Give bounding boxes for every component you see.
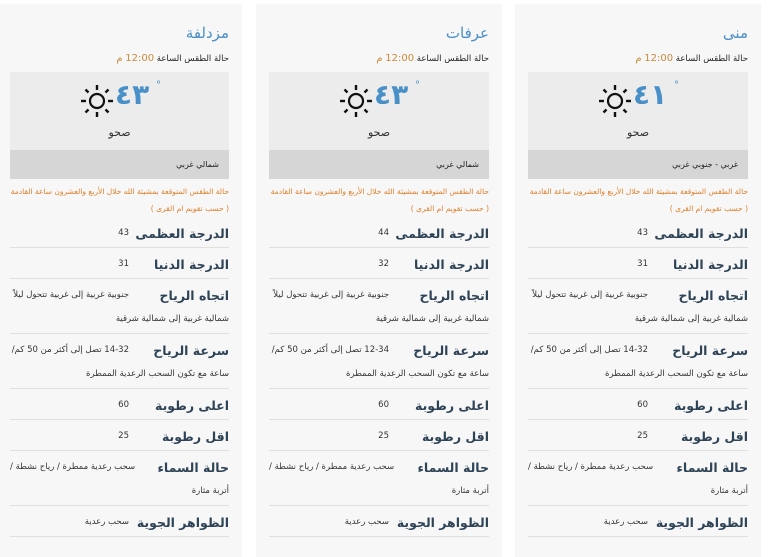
weather-row-wind-speed bbox=[528, 334, 748, 389]
row-label: سرعة الرياح bbox=[413, 342, 489, 358]
current-weather-box bbox=[528, 72, 748, 150]
row-label: حالة السماء bbox=[417, 459, 489, 475]
forecast-note: حالة الطقس المتوقعة بمشيئة الله خلال الأربع والعشرون ساعة القادمة ( حسب تقويم ام القرى ) bbox=[529, 187, 748, 213]
weather-row-sky bbox=[528, 451, 748, 506]
row-label: حالة السماء bbox=[676, 459, 748, 475]
row-label: اعلى رطوبة bbox=[414, 397, 489, 413]
row-value: 12-34 تصل إلى أكثر من 50 كم/ bbox=[271, 345, 389, 355]
weather-row-min-humidity bbox=[10, 420, 229, 451]
row-value-continued: شمالية غربية إلى شمالية شرقية bbox=[634, 314, 748, 324]
weather-row-wind-dir bbox=[528, 279, 748, 334]
weather-row-min-humidity bbox=[528, 420, 748, 451]
row-label: اعلى رطوبة bbox=[673, 397, 748, 413]
row-value: جنوبية غربية إلى غربية تتحول ليلاً bbox=[273, 290, 389, 300]
weather-row-max-temp bbox=[10, 217, 229, 248]
row-label: اتجاه الرياح bbox=[419, 287, 489, 303]
row-value-continued: ساعة مع تكون السحب الرعدية الممطرة bbox=[86, 369, 229, 379]
row-value: 43 bbox=[637, 228, 648, 238]
row-label: سرعة الرياح bbox=[153, 342, 229, 358]
row-value: جنوبية غربية إلى غربية تتحول ليلاً bbox=[13, 290, 129, 300]
weather-row-phenomena bbox=[10, 506, 229, 537]
row-value: سحب رعدية ممطرة / رياح نشطة / bbox=[528, 462, 654, 472]
current-temperature: ٤١ bbox=[633, 78, 668, 111]
wind-direction-bar: شمالي غربي bbox=[10, 150, 229, 179]
row-label: الدرجة الدنيا bbox=[672, 256, 748, 272]
row-label: الدرجة العظمى bbox=[395, 225, 489, 241]
weather-row-wind-speed bbox=[269, 334, 489, 389]
row-label: الظواهر الجوية bbox=[396, 514, 489, 530]
condition-text: صحو bbox=[108, 126, 131, 139]
row-value: 25 bbox=[378, 431, 389, 441]
row-label: اتجاه الرياح bbox=[159, 287, 229, 303]
current-temperature: ٤٣ bbox=[374, 78, 409, 111]
row-value: 25 bbox=[118, 431, 129, 441]
row-value: 14-32 تصل إلى أكثر من 50 كم/ bbox=[530, 345, 648, 355]
weather-row-min-humidity bbox=[269, 420, 489, 451]
row-value: 60 bbox=[378, 400, 389, 410]
city-title: مزدلفة bbox=[185, 24, 229, 42]
row-value: سحب رعدية ممطرة / رياح نشطة / bbox=[10, 462, 136, 472]
weather-row-phenomena bbox=[269, 506, 489, 537]
row-label: الدرجة العظمى bbox=[135, 225, 229, 241]
row-value: 25 bbox=[637, 431, 648, 441]
weather-row-sky bbox=[10, 451, 229, 506]
weather-row-wind-dir bbox=[269, 279, 489, 334]
row-value: جنوبية غربية إلى غربية تتحول ليلاً bbox=[532, 290, 648, 300]
forecast-time: حالة الطقس الساعة 12:00 م bbox=[376, 53, 489, 64]
weather-row-wind-speed bbox=[10, 334, 229, 389]
condition-text: صحو bbox=[367, 126, 391, 139]
sun-icon bbox=[80, 84, 114, 118]
weather-row-phenomena bbox=[528, 506, 748, 537]
location-weather-card bbox=[0, 4, 242, 557]
location-weather-card bbox=[515, 4, 761, 557]
row-value-continued: شمالية غربية إلى شمالية شرقية bbox=[115, 314, 229, 324]
weather-row-sky bbox=[269, 451, 489, 506]
row-value: 44 bbox=[378, 228, 389, 238]
row-label: اتجاه الرياح bbox=[678, 287, 748, 303]
wind-direction-bar: غربي - جنوبي غربي bbox=[528, 150, 748, 179]
weather-row-max-humidity bbox=[269, 389, 489, 420]
row-value: 60 bbox=[118, 400, 129, 410]
row-label: الدرجة العظمى bbox=[654, 225, 748, 241]
row-value: سحب رعدية bbox=[344, 517, 389, 527]
location-weather-card bbox=[256, 4, 502, 557]
forecast-time: حالة الطقس الساعة 12:00 م bbox=[116, 53, 229, 64]
forecast-time: حالة الطقس الساعة 12:00 م bbox=[635, 53, 748, 64]
weather-row-min-temp bbox=[10, 248, 229, 279]
row-label: الظواهر الجوية bbox=[136, 514, 229, 530]
row-value-continued: شمالية غربية إلى شمالية شرقية bbox=[375, 314, 489, 324]
weather-row-max-humidity bbox=[10, 389, 229, 420]
weather-row-max-temp bbox=[528, 217, 748, 248]
row-label: اقل رطوبة bbox=[161, 428, 229, 444]
row-label: الدرجة الدنيا bbox=[413, 256, 489, 272]
weather-row-min-temp bbox=[269, 248, 489, 279]
city-title: عرفات bbox=[445, 24, 489, 42]
degree-icon: ° bbox=[674, 80, 679, 91]
row-label: اقل رطوبة bbox=[421, 428, 489, 444]
degree-icon: ° bbox=[415, 80, 420, 91]
condition-text: صحو bbox=[626, 126, 650, 139]
row-label: الظواهر الجوية bbox=[655, 514, 748, 530]
weather-row-max-humidity bbox=[528, 389, 748, 420]
degree-icon: ° bbox=[156, 80, 161, 91]
forecast-note: حالة الطقس المتوقعة بمشيئة الله خلال الأربع والعشرون ساعة القادمة ( حسب تقويم ام القرى ) bbox=[10, 187, 229, 213]
row-value-continued: ساعة مع تكون السحب الرعدية الممطرة bbox=[605, 369, 748, 379]
current-weather-box bbox=[10, 72, 229, 150]
weather-row-min-temp bbox=[528, 248, 748, 279]
row-value: سحب رعدية bbox=[84, 517, 129, 527]
row-value: 32 bbox=[378, 259, 389, 269]
row-value-continued: أتربة مثارة bbox=[710, 486, 748, 496]
weather-row-wind-dir bbox=[10, 279, 229, 334]
row-label: سرعة الرياح bbox=[672, 342, 748, 358]
weather-row-max-temp bbox=[269, 217, 489, 248]
current-temperature: ٤٣ bbox=[115, 78, 150, 111]
row-value: سحب رعدية bbox=[603, 517, 648, 527]
row-label: حالة السماء bbox=[157, 459, 229, 475]
forecast-note: حالة الطقس المتوقعة بمشيئة الله خلال الأربع والعشرون ساعة القادمة ( حسب تقويم ام القرى ) bbox=[270, 187, 489, 213]
row-value: 31 bbox=[118, 259, 129, 269]
row-label: اقل رطوبة bbox=[680, 428, 748, 444]
sun-icon bbox=[339, 84, 373, 118]
row-value: 43 bbox=[118, 228, 129, 238]
sun-icon bbox=[598, 84, 632, 118]
row-value-continued: أتربة مثارة bbox=[451, 486, 489, 496]
row-value: 60 bbox=[637, 400, 648, 410]
row-value: 31 bbox=[637, 259, 648, 269]
city-title: منى bbox=[722, 24, 748, 42]
row-value-continued: أتربة مثارة bbox=[191, 486, 229, 496]
current-weather-box bbox=[269, 72, 489, 150]
wind-direction-bar: شمالي غربي bbox=[269, 150, 489, 179]
row-label: اعلى رطوبة bbox=[154, 397, 229, 413]
row-value: 14-32 تصل إلى أكثر من 50 كم/ bbox=[11, 345, 129, 355]
row-value-continued: ساعة مع تكون السحب الرعدية الممطرة bbox=[346, 369, 489, 379]
row-value: سحب رعدية ممطرة / رياح نشطة / bbox=[269, 462, 395, 472]
row-label: الدرجة الدنيا bbox=[153, 256, 229, 272]
